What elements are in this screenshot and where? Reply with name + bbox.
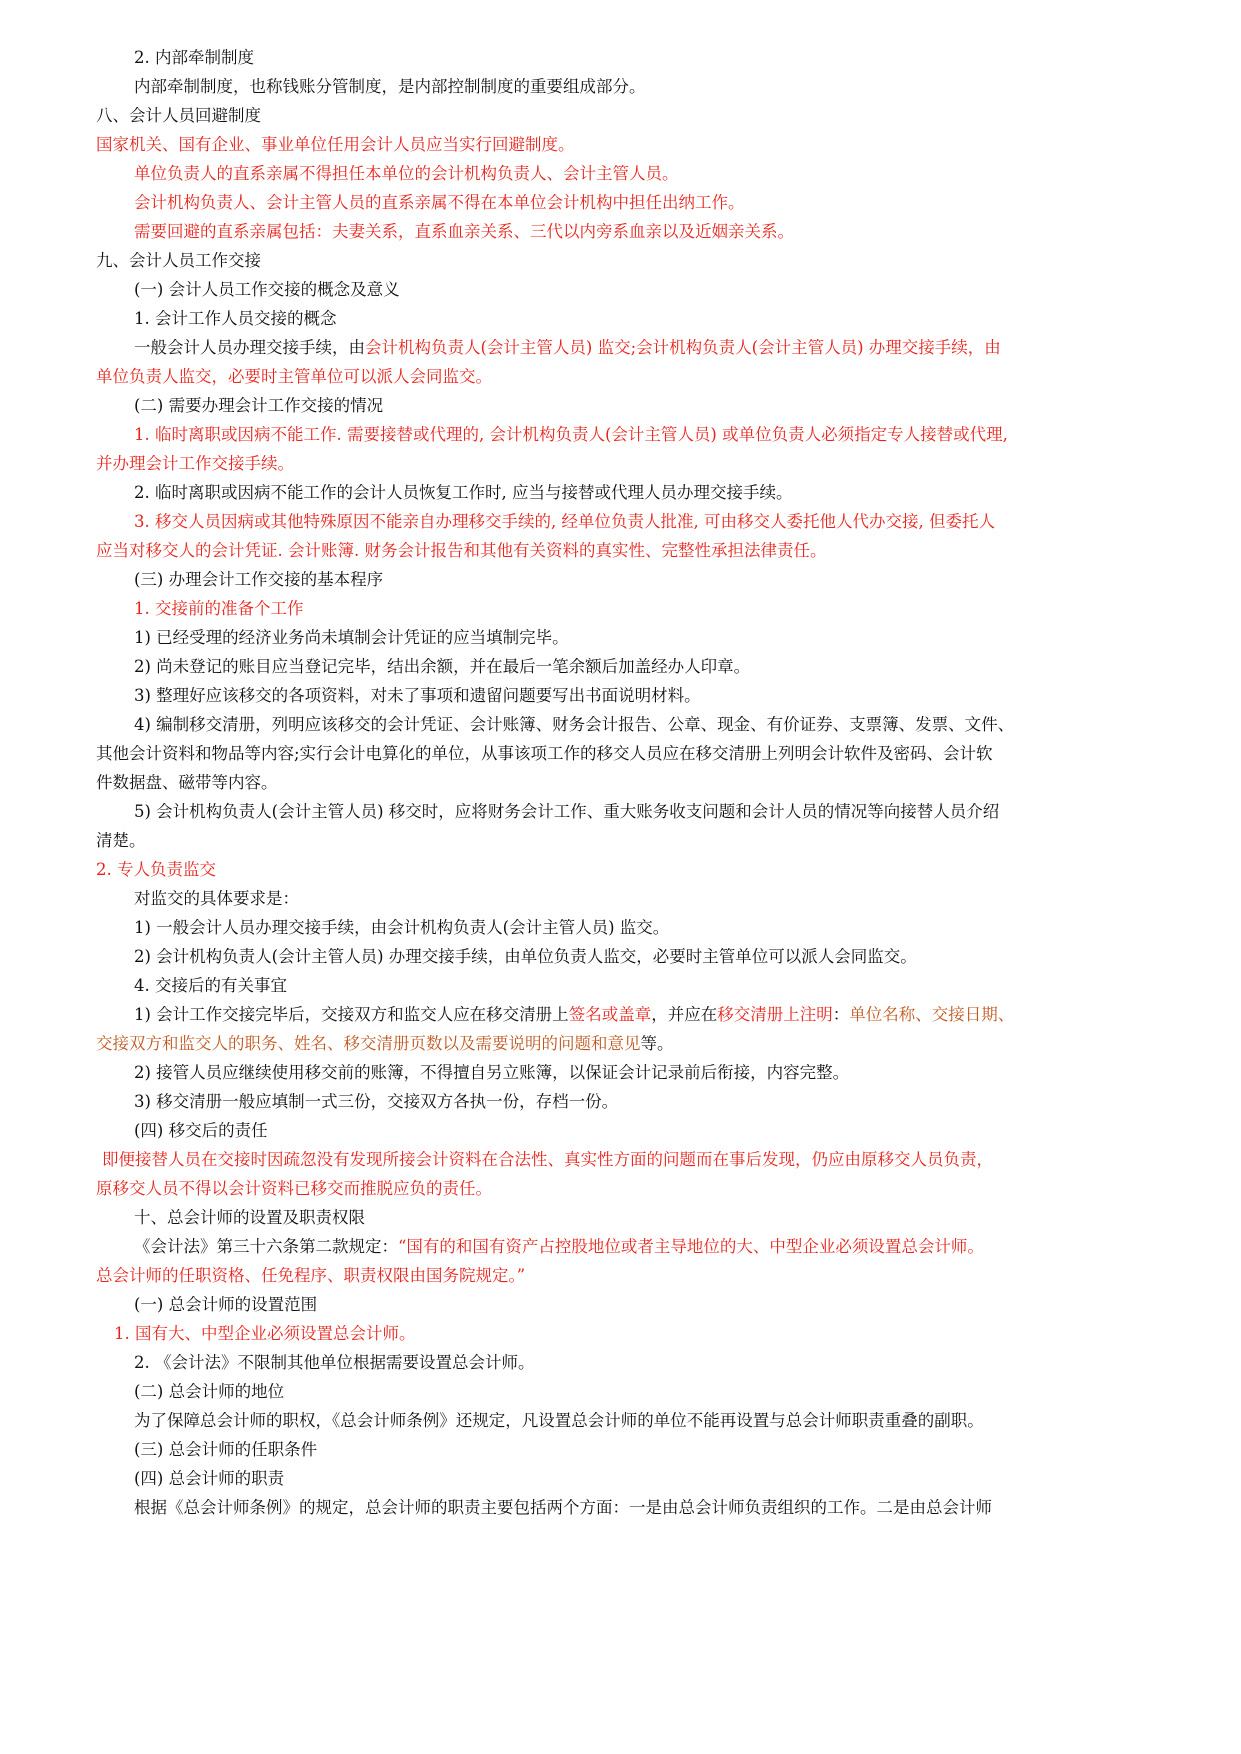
text-line: 需要回避的直系亲属包括：夫妻关系，直系血亲关系、三代以内旁系血亲以及近姻亲关系。	[134, 222, 794, 241]
text-line: 原移交人员不得以会计资料已移交而推脱应负的责任。	[96, 1179, 492, 1198]
text-line: 1) 一般会计人员办理交接手续，由会计机构负责人(会计主管人员) 监交。	[134, 918, 670, 937]
text-line: 3. 移交人员因病或其他特殊原因不能亲自办理移交手续的, 经单位负责人批准, 可由移交人委托他人代办交接, 但委托人	[134, 512, 995, 531]
subsection-heading: (一) 总会计师的设置范围	[134, 1295, 318, 1314]
section-heading: 九、会计人员工作交接	[96, 251, 261, 270]
text-line: 2. 内部牵制制度	[134, 48, 254, 67]
text-line: 2. 临时离职或因病不能工作的会计人员恢复工作时, 应当与接替或代理人员办理交接手续。	[134, 483, 793, 502]
text-line: 内部牵制制度，也称钱账分管制度，是内部控制制度的重要组成部分。	[134, 77, 646, 96]
text-line: 根据《总会计师条例》的规定，总会计师的职责主要包括两个方面：一是由总会计师负责组织的工作。二是由总会计师	[134, 1498, 992, 1517]
text-line: 1. 会计工作人员交接的概念	[134, 309, 337, 328]
subsection-heading: (二) 需要办理会计工作交接的情况	[134, 396, 384, 415]
text-run-highlight: 会计机构负责人(会计主管人员) 监交;会计机构负责人(会计主管人员) 办理交接手续，由	[365, 338, 1001, 357]
text-line: 其他会计资料和物品等内容;实行会计电算化的单位，从事该项工作的移交人员应在移交清册上列明会计软件及密码、会计软	[96, 744, 993, 763]
text-run: 一般会计人员办理交接手续，由	[134, 338, 365, 357]
subsection-heading: (四) 总会计师的职责	[134, 1469, 285, 1488]
text-line	[134, 1004, 1116, 1026]
text-line: 5) 会计机构负责人(会计主管人员) 移交时，应将财务会计工作、重大账务收支问题和会计人员的情况等向接替人员介绍	[134, 802, 1000, 821]
text-run: ：	[832, 1005, 850, 1024]
section-heading: 十、总会计师的设置及职责权限	[134, 1208, 365, 1227]
text-line: 1. 国有大、中型企业必须设置总会计师。	[114, 1324, 416, 1343]
text-line: 2) 尚未登记的账目应当登记完毕，结出余额，并在最后一笔余额后加盖经办人印章。	[134, 657, 751, 676]
text-line	[134, 337, 1116, 359]
subsection-heading: (三) 总会计师的任职条件	[134, 1440, 318, 1459]
text-run-highlight: 单位名称、交接日期、	[849, 1005, 1015, 1024]
text-line: 会计机构负责人、会计主管人员的直系亲属不得在本单位会计机构中担任出纳工作。	[134, 193, 745, 212]
text-line: 1. 临时离职或因病不能工作. 需要接替或代理的, 会计机构负责人(会计主管人员) 或单位负责人必须指定专人接替或代理,	[134, 425, 1008, 444]
text-line: 1. 交接前的准备个工作	[134, 599, 304, 618]
text-line: 1) 已经受理的经济业务尚未填制会计凭证的应当填制完毕。	[134, 628, 569, 647]
text-line: 2) 接管人员应继续使用移交前的账簿，不得擅自另立账簿，以保证会计记录前后衔接，内容完整。	[134, 1063, 850, 1082]
text-line: 国家机关、国有企业、事业单位任用会计人员应当实行回避制度。	[96, 135, 575, 154]
subsection-heading: (二) 总会计师的地位	[134, 1382, 285, 1401]
text-run: 《会计法》第三十六条第二款规定：	[134, 1237, 398, 1256]
text-line: 3) 整理好应该移交的各项资料，对未了事项和遗留问题要写出书面说明材料。	[134, 686, 701, 705]
text-line: 2. 专人负责监交	[96, 860, 216, 879]
text-line: 总会计师的任职资格、任免程序、职责权限由国务院规定。”	[96, 1266, 526, 1285]
text-line: 单位负责人监交，必要时主管单位可以派人会同监交。	[96, 367, 492, 386]
text-line: 为了保障总会计师的职权，《总会计师条例》还规定，凡设置总会计师的单位不能再设置与总会计师职责重叠的副职。	[134, 1411, 984, 1430]
text-line: 2. 《会计法》不限制其他单位根据需要设置总会计师。	[134, 1353, 535, 1372]
text-run: ，并应在	[651, 1005, 718, 1024]
subsection-heading: (三) 办理会计工作交接的基本程序	[134, 570, 384, 589]
text-line	[96, 1033, 1116, 1055]
section-heading: 八、会计人员回避制度	[96, 106, 261, 125]
text-line: 单位负责人的直系亲属不得担任本单位的会计机构负责人、会计主管人员。	[134, 164, 679, 183]
text-line	[134, 1236, 1116, 1258]
subsection-heading: (一) 会计人员工作交接的概念及意义	[134, 280, 400, 299]
text-run: 1) 会计工作交接完毕后，交接双方和监交人应在移交清册上	[134, 1005, 569, 1024]
text-line: 4) 编制移交清册，列明应该移交的会计凭证、会计账簿、财务会计报告、公章、现金、有价证券、支票簿、发票、文件、	[134, 715, 1015, 734]
text-line: 4. 交接后的有关事宜	[134, 976, 287, 995]
text-line: 对监交的具体要求是：	[134, 889, 299, 908]
text-run-highlight: 移交清册上注明	[717, 1005, 833, 1024]
text-run: 等。	[640, 1034, 674, 1053]
text-line: 件数据盘、磁带等内容。	[96, 773, 278, 792]
text-line: 应当对移交人的会计凭证. 会计账簿. 财务会计报告和其他有关资料的真实性、完整性承担法律责任。	[96, 541, 827, 560]
subsection-heading: (四) 移交后的责任	[134, 1121, 268, 1140]
text-line: 即便接替人员在交接时因疏忽没有发现所接会计资料在合法性、真实性方面的问题而在事后发现，仍应由原移交人员负责，	[102, 1150, 993, 1169]
text-line: 并办理会计工作交接手续。	[96, 454, 294, 473]
text-run-highlight: “国有的和国有资产占控股地位或者主导地位的大、中型企业必须设置总会计师。	[398, 1237, 984, 1256]
text-line: 2) 会计机构负责人(会计主管人员) 办理交接手续，由单位负责人监交，必要时主管单位可以派人会同监交。	[134, 947, 917, 966]
text-run-highlight: 签名或盖章	[568, 1005, 652, 1024]
text-line: 3) 移交清册一般应填制一式三份，交接双方各执一份，存档一份。	[134, 1092, 619, 1111]
text-line: 清楚。	[96, 831, 146, 850]
text-run-highlight: 交接双方和监交人的职务、姓名、移交清册页数以及需要说明的问题和意见	[96, 1034, 641, 1053]
